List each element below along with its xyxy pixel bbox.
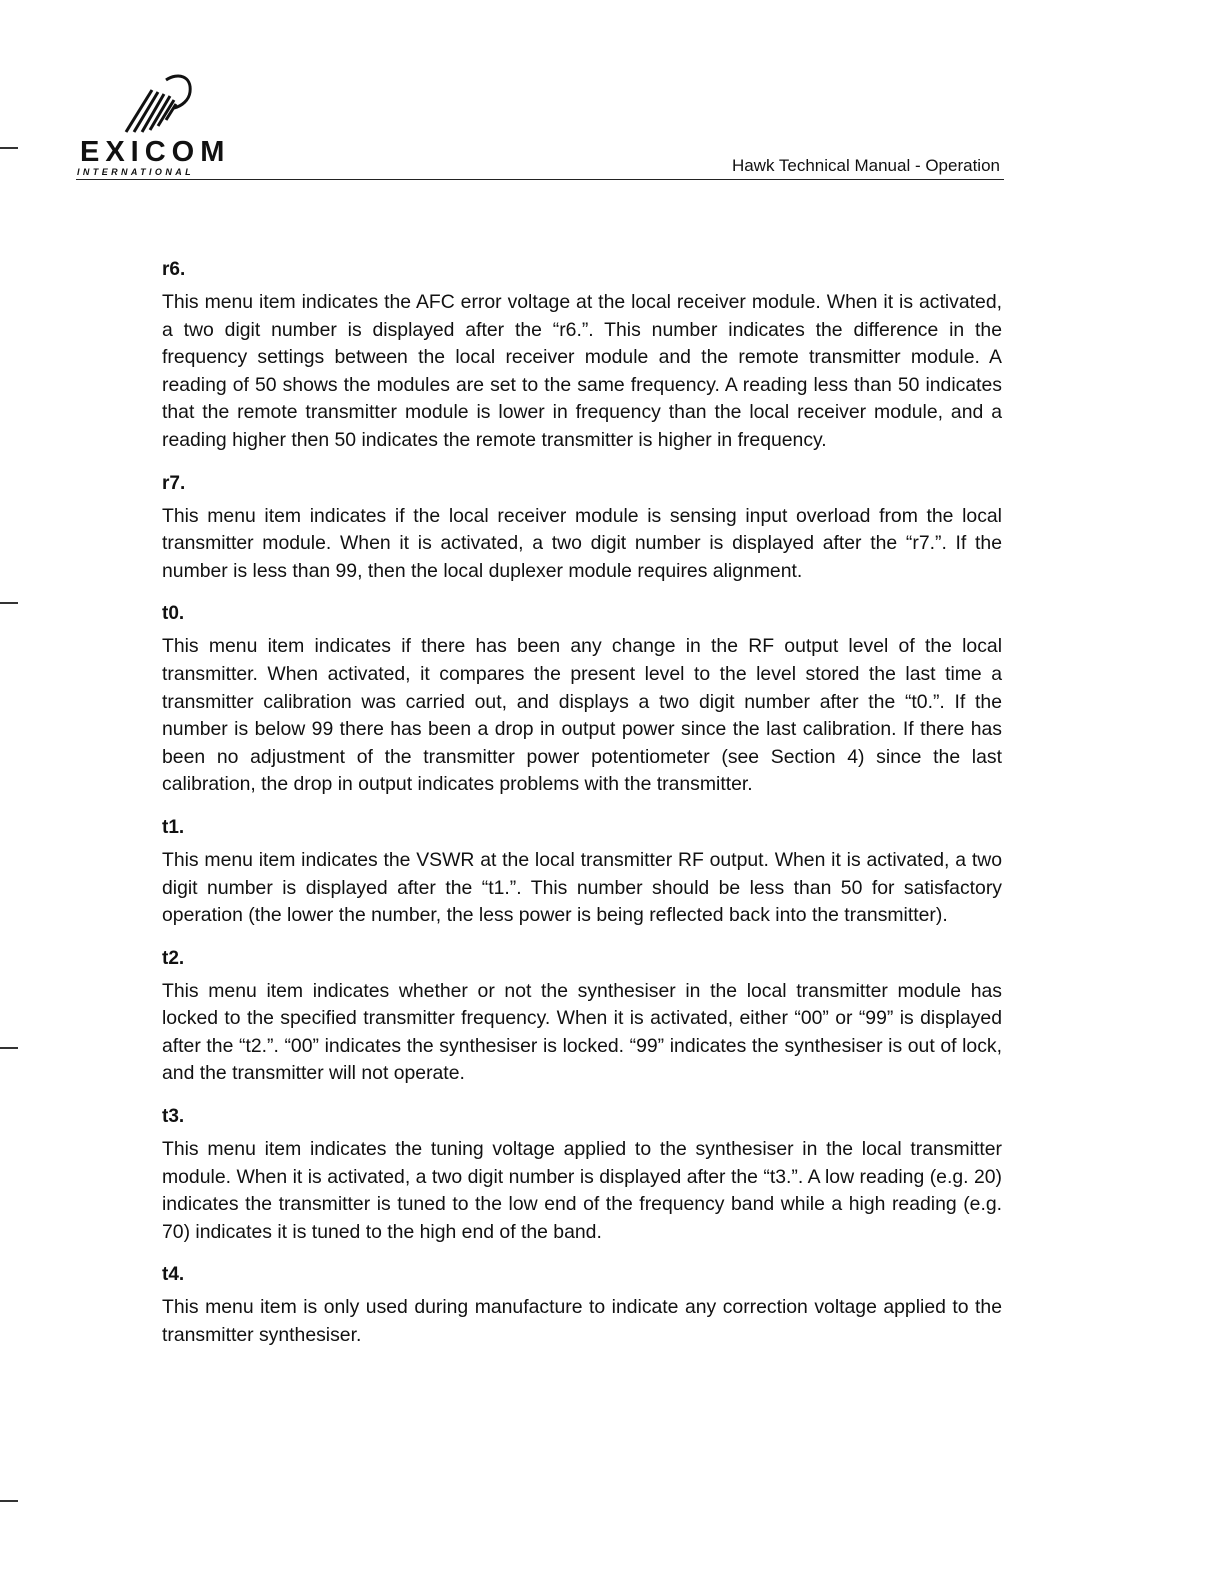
comet-logo-icon (116, 70, 206, 136)
section-heading: t3. (162, 1106, 185, 1128)
section-r6 (162, 258, 1002, 455)
margin-mark (0, 1047, 18, 1049)
section-text: This menu item indicates the VSWR at the local transmitter RF output. When it is activated, a two digit number is displayed after the “t1.”. This number should be less than 50 for satisfactory operation (the lower the number, the less power is being reflected back into the transmitter). (162, 848, 1002, 927)
exicom-logo (76, 70, 236, 182)
section-t3 (162, 1105, 1002, 1246)
margin-mark (0, 147, 18, 149)
page-header (76, 70, 1004, 182)
section-t1 (162, 816, 1002, 930)
margin-mark (0, 1500, 18, 1502)
section-heading: t1. (162, 816, 185, 838)
section-heading: t2. (162, 947, 185, 969)
manual-title: Hawk Technical Manual - Operation (731, 156, 1000, 175)
section-text: This menu item indicates the tuning voltage applied to the synthesiser in the local transmitter module. When it is activated, a two digit number is displayed after the “t3.”. A low reading (e.g. 20) indicates the transmitter is tuned to the low end of the frequency band while a high reading (e.g. 70) indicates it is tuned to the high end of the band. (162, 1138, 1002, 1243)
section-r7 (162, 472, 1002, 586)
section-heading: r7. (162, 472, 186, 494)
section-text: This menu item indicates if the local receiver module is sensing input overload from the local transmitter module. When it is activated, a two digit number is displayed after the “r7.”. If the number is less than 99, then the local duplexer module requires alignment. (162, 504, 1002, 582)
section-heading: t4. (162, 1264, 185, 1286)
section-heading: t0. (162, 603, 185, 625)
section-text: This menu item indicates whether or not the synthesiser in the local transmitter module has locked to the specified transmitter frequency. When it is activated, either “00” or “99” is displayed after the “t2.”. “00” indicates the synthesiser is locked. “99” indicates the synthesiser is out of lock, and the transmitter will not operate. (162, 979, 1002, 1085)
section-text: This menu item indicates the AFC error voltage at the local receiver module. When it is activated, a two digit number is displayed after the “r6.”. This number indicates the difference in the frequency settings between the local receiver module and the remote transmitter module. A reading of 50 shows the modules are set to the same frequency. A reading less than 50 indicates that the remote transmitter module is lower in frequency than the local receiver module, and a reading higher then 50 indicates the remote transmitter is higher in frequency. (162, 291, 1002, 451)
brand-name: EXICOM (80, 136, 231, 168)
section-t2 (162, 947, 1002, 1088)
section-t4 (162, 1263, 1002, 1349)
header-rule (76, 179, 1004, 180)
section-t0 (162, 602, 1002, 799)
section-text: This menu item is only used during manufacture to indicate any correction voltage applied to the transmitter synthesiser. (162, 1296, 1002, 1347)
section-heading: r6. (162, 259, 186, 280)
brand-subtitle: INTERNATIONAL (77, 167, 195, 177)
section-text: This menu item indicates if there has been any change in the RF output level of the local transmitter. When activated, it compares the present level to the level stored the last time a transmitter calibration was carried out, and displays a two digit number after the “t0.”. If the number is below 99 there has been a drop in output power since the last calibration. If there has been no adjustment of the transmitter power potentiometer (see Section 4) since the last calibration, the drop in output indicates problems with the transmitter. (162, 635, 1002, 796)
document-body (162, 258, 1002, 1367)
margin-mark (0, 602, 18, 604)
